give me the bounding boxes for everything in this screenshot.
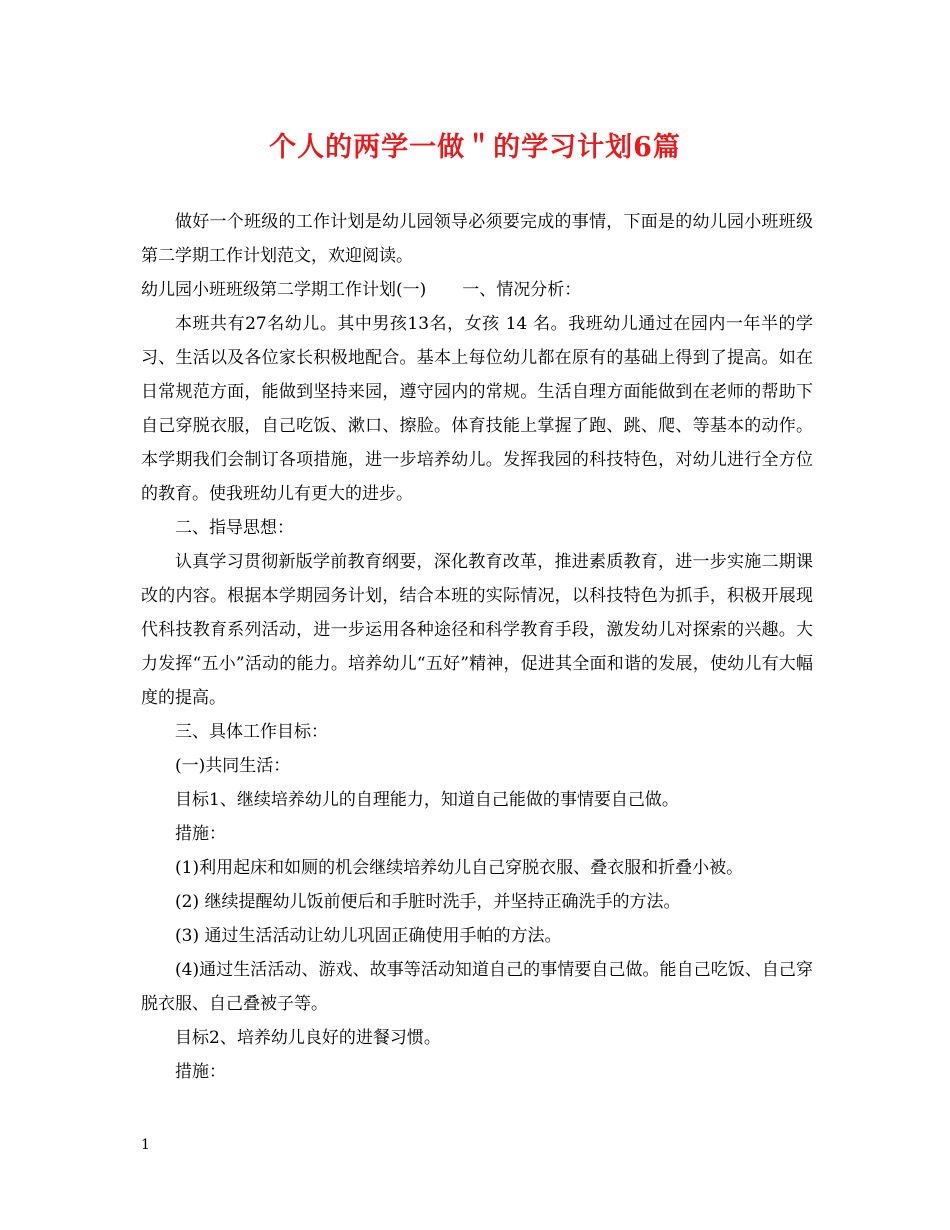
plan-heading: 幼儿园小班班级第二学期工作计划(一) (141, 280, 427, 300)
document-body (141, 205, 813, 1089)
measures-label-1: 措施： (175, 824, 226, 844)
goal1-paragraph: 目标1、继续培养幼儿的自理能力，知道自己能做的事情要自己做。 (175, 790, 679, 810)
intro-paragraph: 做好一个班级的工作计划是幼儿园领导必须要完成的事情，下面是的幼儿园小班班级第二学期工作计划范文，欢迎阅读。 (141, 212, 813, 266)
page-number: 1 (141, 1137, 150, 1153)
section3-heading: 三、具体工作目标： (175, 722, 328, 742)
measure3-item: (3) 通过生活活动让幼儿巩固正确使用手帕的方法。 (175, 926, 562, 946)
sub1-heading: (一)共同生活： (175, 756, 291, 776)
section2-paragraph: 认真学习贯彻新版学前教育纲要，深化教育改革，推进素质教育，进一步实施二期课改的内容。根据本学期园务计划，结合本班的实际情况，以科技特色为抓手，积极开展现代科技教育系列活动，进一步运用各种途径和科学教育手段，激发幼儿对探索的兴趣。大力发挥“五小”活动的能力。培养幼儿“五好”精神，促进其全面和谐的发展，使幼儿有大幅度的提高。 (141, 552, 813, 708)
section2-heading: 二、指导思想： (175, 518, 294, 538)
measure2-item: (2) 继续提醒幼儿饭前便后和手脏时洗手，并坚持正确洗手的方法。 (175, 892, 681, 912)
measure4-item: (4)通过生活活动、游戏、故事等活动知道自己的事情要自己做。能自己吃饭、自己穿脱衣服、自己叠被子等。 (141, 960, 813, 1014)
section1-heading: 一、情况分析： (462, 280, 582, 300)
measure1-item: (1)利用起床和如厕的机会继续培养幼儿自己穿脱衣服、叠衣服和折叠小被。 (175, 858, 744, 878)
section1-paragraph: 本班共有27名幼儿。其中男孩13名，女孩 14 名。我班幼儿通过在园内一年半的学习、生活以及各位家长积极地配合。基本上每位幼儿都在原有的基础上得到了提高。如在日常规范方面，能做到坚持来园，遵守园内的常规。生活自理方面能做到在老师的帮助下自己穿脱衣服，自己吃饭、漱口、擦脸。体育技能上掌握了跑、跳、爬、等基本的动作。本学期我们会制订各项措施，进一步培养幼儿。发挥我园的科技特色，对幼儿进行全方位的教育。使我班幼儿有更大的进步。 (141, 314, 813, 504)
goal2-paragraph: 目标2、培养幼儿良好的进餐习惯。 (175, 1028, 441, 1048)
plan-heading-line (141, 273, 813, 307)
measures-label-2: 措施： (175, 1062, 226, 1082)
page-title: 个人的两学一做＂的学习计划6篇 (269, 132, 681, 163)
